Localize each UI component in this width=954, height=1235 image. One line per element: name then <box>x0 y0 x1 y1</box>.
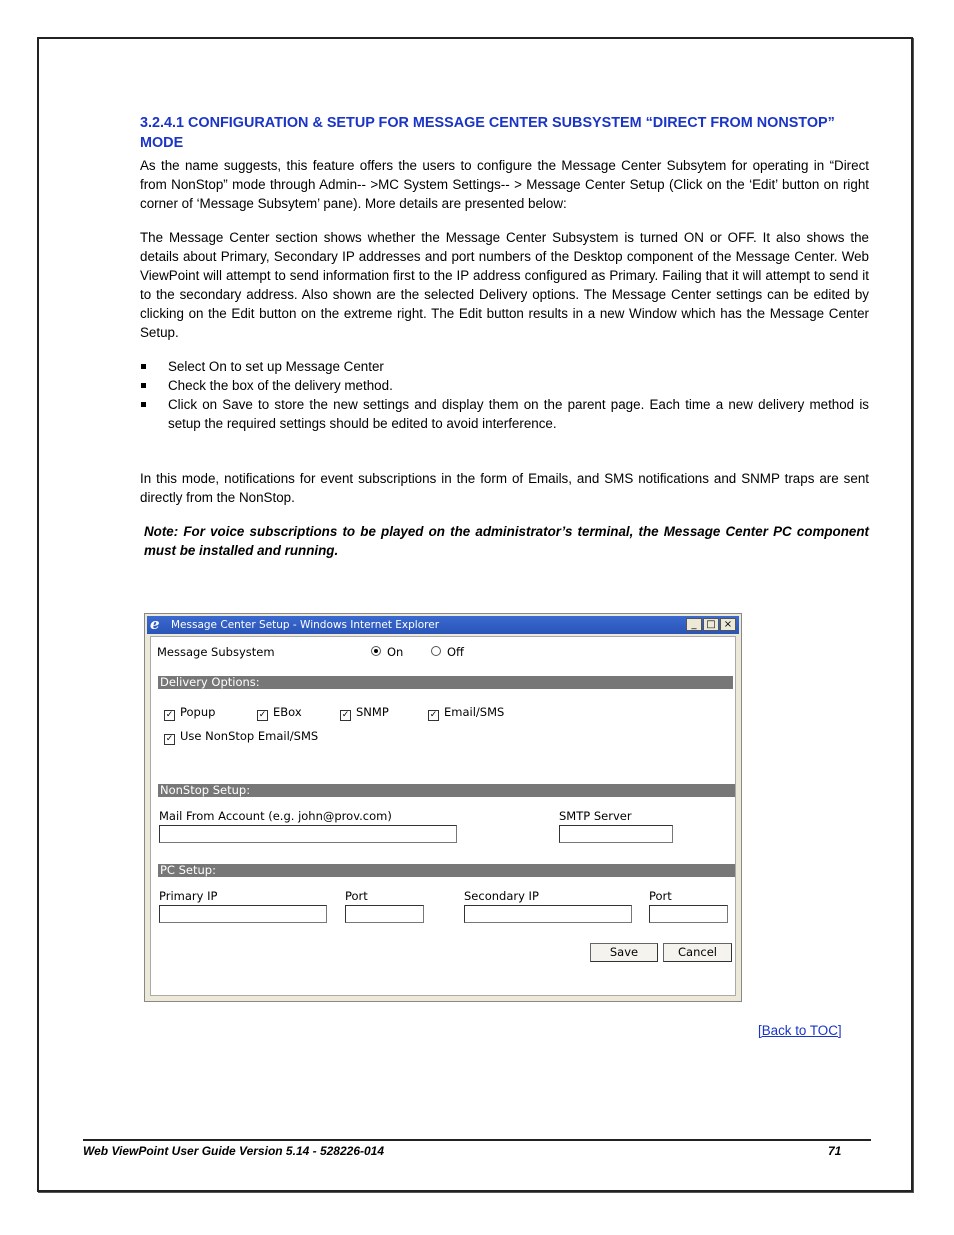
secondary-port-label: Port <box>649 889 672 903</box>
mode-paragraph: In this mode, notifications for event subscriptions in the form of Emails, and SMS notifications and SNMP traps are sent directly from the NonStop. <box>140 471 869 505</box>
window-client-area <box>150 636 736 996</box>
primary-port-input[interactable] <box>345 905 424 923</box>
radio-off-option[interactable]: Off <box>431 645 464 659</box>
nonstop-setup-header: NonStop Setup: <box>158 784 735 797</box>
steps-list <box>140 357 869 433</box>
internet-explorer-icon: e <box>150 615 160 633</box>
intro-paragraph: As the name suggests, this feature offers the users to configure the Message Center Subsytem for operating in “Direct from NonStop” mode through Admin-- >MC System Settings-- > Message Center Setup (Click on the ‘Edit’ button on right corner of ‘Message Subsytem’ pane). More details are presented below: <box>140 158 869 211</box>
back-to-toc-link[interactable]: [Back to TOC] <box>758 1023 842 1038</box>
nonstop-email-option[interactable]: ✓ Use NonStop Email/SMS <box>165 729 319 744</box>
description-paragraph: The Message Center section shows whether the Message Center Subsystem is turned ON or OFF. It also shows the details about Primary, Secondary IP addresses and port numbers of the Desktop component of the Message Center. Web ViewPoint will attempt to send information first to the IP address configured as Primary. Failing that it will attempt to send it to the secondary address. Also shown are the selected Delivery options. The Message Center settings can be edited by clicking on the Edit button on the extreme right. The Edit button results in a new Window which has the Message Center Setup. <box>140 230 869 340</box>
primary-ip-input[interactable] <box>159 905 327 923</box>
window-titlebar <box>147 616 739 634</box>
save-button[interactable]: Save <box>590 943 658 962</box>
ebox-checkbox[interactable]: ✓ <box>258 710 267 720</box>
secondary-port-input[interactable] <box>649 905 728 923</box>
smtp-server-label: SMTP Server <box>559 809 632 823</box>
minimize-button[interactable]: _ <box>686 618 702 631</box>
email-sms-checkbox[interactable]: ✓ <box>429 710 438 720</box>
secondary-ip-input[interactable] <box>464 905 632 923</box>
footer-title: Web ViewPoint User Guide Version 5.14 - 528226-014 <box>83 1144 385 1158</box>
snmp-checkbox[interactable]: ✓ <box>341 710 350 720</box>
note-paragraph: Note: For voice subscriptions to be played on the administrator’s terminal, the Message Center PC component must be installed and running. <box>144 524 869 558</box>
pc-setup-header: PC Setup: <box>158 864 735 877</box>
list-item: Click on Save to store the new settings and display them on the parent page. Each time a new delivery method is setup the required settings should be edited to avoid interference. <box>140 395 869 433</box>
snmp-option[interactable]: ✓ SNMP <box>341 705 389 720</box>
maximize-button[interactable]: □ <box>703 618 719 631</box>
smtp-server-input[interactable] <box>559 825 673 843</box>
radio-on-option[interactable]: On <box>371 645 403 659</box>
list-item: Check the box of the delivery method. <box>140 376 869 395</box>
close-button[interactable]: × <box>720 618 736 631</box>
page-number: 71 <box>828 1144 842 1158</box>
popup-option[interactable]: ✓ Popup <box>165 705 216 720</box>
radio-on[interactable] <box>371 646 381 656</box>
primary-port-label: Port <box>345 889 368 903</box>
radio-off[interactable] <box>431 646 441 656</box>
list-item: Select On to set up Message Center <box>140 357 869 376</box>
primary-ip-label: Primary IP <box>159 889 218 903</box>
mail-from-label: Mail From Account (e.g. john@prov.com) <box>159 809 392 823</box>
email-sms-option[interactable]: ✓ Email/SMS <box>429 705 505 720</box>
footer-divider <box>83 1139 871 1141</box>
ebox-option[interactable]: ✓ EBox <box>258 705 302 720</box>
bullet-mark <box>141 383 146 388</box>
popup-checkbox[interactable]: ✓ <box>165 710 174 720</box>
mail-from-input[interactable] <box>159 825 457 843</box>
message-subsystem-label: Message Subsystem <box>157 645 275 659</box>
message-center-setup-window <box>144 613 742 1002</box>
bullet-mark <box>141 402 146 407</box>
delivery-options-header: Delivery Options: <box>158 676 733 689</box>
secondary-ip-label: Secondary IP <box>464 889 539 903</box>
nonstop-email-checkbox[interactable]: ✓ <box>165 734 174 744</box>
section-heading: 3.2.4.1 CONFIGURATION & SETUP FOR MESSAGE CENTER SUBSYSTEM “DIRECT FROM NONSTOP” MODE <box>140 115 835 151</box>
bullet-mark <box>141 364 146 369</box>
window-title: Message Center Setup - Windows Internet Explorer <box>171 619 440 631</box>
cancel-button[interactable]: Cancel <box>663 943 732 962</box>
